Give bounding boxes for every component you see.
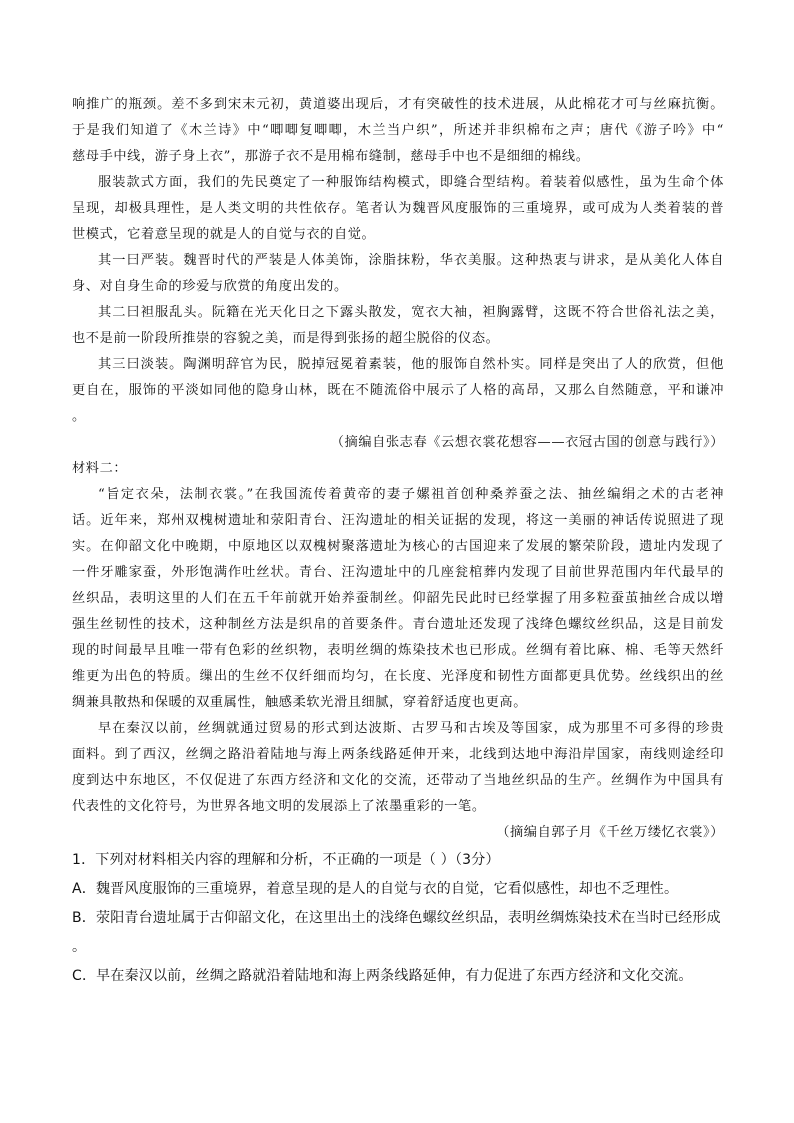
paragraph-silk-road <box>72 716 724 820</box>
text-line: 响推广的瓶颈。差不多到宋末元初，黄道婆出现后，才有突破性的技术进展，从此棉花才可与丝麻抗衡。 <box>72 97 724 112</box>
text-line: 身、对自身生命的珍爱与欣赏的角度出发的。 <box>72 279 348 294</box>
option-b: B．荥阳青台遗址属于古仰韶文化，在这里出土的浅绛色螺纹丝织品，表明丝绸炼染技术在当时已经形成 <box>72 910 721 926</box>
text-line: 服装款式方面，我们的先民奠定了一种服饰结构模式，即缝合型结构。着装着似感性，虽为生命个体 <box>98 175 724 190</box>
text-line: “旨定衣朵，法制衣裳。”在我国流传着黄帝的妻子嫘祖首创种桑养蚕之法、抽丝编绢之术的古老神 <box>98 487 724 502</box>
text-line: 面料。到了西汉，丝绸之路沿着陆地与海上两条线路延伸开来，北线到达地中海沿岸国家，南线则途经印 <box>72 747 724 762</box>
material-heading: 材料二： <box>72 461 128 476</box>
paragraph-silk-origin <box>72 482 724 716</box>
document-page <box>72 92 724 991</box>
option-a: A．魏晋风度服饰的三重境界，着意呈现的是人的自觉与衣的自觉，它看似感性，却也不乏理性。 <box>72 881 679 897</box>
text-line: 慈母手中线，游子身上衣”，那游子衣不是用棉布缝制，慈母手中也不是细细的棉线。 <box>72 149 590 164</box>
paragraph-cotton <box>72 92 724 170</box>
text-line: 呈现，却极具理性，是人类文明的共性依存。笔者认为魏晋风度服饰的三重境界，或可成为人类着装的普 <box>72 201 724 216</box>
text-line: 一件牙雕家蚕，外形饱满作吐丝状。青台、汪沟遗址中的几座瓮棺葬内发现了目前世界范围内年代最早的 <box>72 565 724 580</box>
paragraph-yanzhuang <box>72 248 724 300</box>
text-line: 绸兼具散热和保暖的双重属性，触感柔软光滑且细腻，穿着舒适度也更高。 <box>72 695 527 710</box>
text-line: 于是我们知道了《木兰诗》中“唧唧复唧唧，木兰当户织”，所述并非织棉布之声；唐代《游子吟》中“ <box>72 123 724 138</box>
text-line: 话。近年来，郑州双槐树遗址和荥阳青台、汪沟遗址的相关证据的发现，将这一美丽的神话传说照进了现 <box>72 513 724 528</box>
text-line: 。 <box>72 409 86 424</box>
text-line: 更自在，服饰的平淡如同他的隐身山林，既在不随流俗中展示了人格的高昂，又那么自然随意，平和谦冲 <box>72 383 724 398</box>
text-line: 实。在仰韶文化中晚期，中原地区以双槐树聚落遗址为核心的古国迎来了发展的繁荣阶段，遗址内发现了 <box>72 539 724 554</box>
text-line: 也不是前一阶段所推崇的容貌之美，而是得到张扬的超尘脱俗的仪态。 <box>72 331 500 346</box>
text-line: 度到达中东地区，不仅促进了东西方经济和文化的交流，还带动了当地丝织品的生产。丝绸作为中国具有 <box>72 773 724 788</box>
text-line: 其二曰袒服乱头。阮籍在光天化日之下露头散发，宽衣大袖，袒胸露臂，这既不符合世俗礼法之美， <box>98 305 724 320</box>
paragraph-tanfu <box>72 300 724 352</box>
text-line: 代表性的文化符号，为世界各地文明的发展添上了浓墨重彩的一笔。 <box>72 799 486 814</box>
text-line: 丝织品，表明这里的人们在五千年前就开始养蚕制丝。仰韶先民此时已经掌握了用多粒蚕茧抽丝合成以增 <box>72 591 724 606</box>
text-line: 其一曰严装。魏晋时代的严装是人体美饰，涂脂抹粉，华衣美服。这种热衷与讲求，是从美化人体自 <box>98 253 724 268</box>
text-line: 现的时间最早且唯一带有色彩的丝织物，表明丝绸的炼染技术也已形成。丝绸有着比麻、棉、毛等天然纤 <box>72 643 724 658</box>
question-stem: 1．下列对材料相关内容的理解和分析，不正确的一项是（ ）（3分） <box>72 852 500 868</box>
text-line: 世模式，它着意呈现的就是人的自觉与衣的自觉。 <box>72 227 376 242</box>
text-line: 维更为出色的特质。缫出的生丝不仅纤细而均匀，在长度、光泽度和韧性方面都更具优势。丝线织出的丝 <box>72 669 724 684</box>
text-line: 早在秦汉以前，丝绸就通过贸易的形式到达波斯、古罗马和古埃及等国家，成为那里不可多得的珍贵 <box>98 721 724 736</box>
option-b-continuation: 。 <box>72 939 87 955</box>
option-c: C．早在秦汉以前，丝绸之路就沿着陆地和海上两条线路延伸，有力促进了东西方经济和文化交流。 <box>72 968 693 984</box>
text-line: 强生丝韧性的技术，这种制丝方法是织帛的首要条件。青台遗址还发现了浅绛色螺纹丝织品，这是目前发 <box>72 617 724 632</box>
paragraph-danzhuang <box>72 352 724 430</box>
source-citation-1: （摘编自张志春《云想衣裳花想容——衣冠古国的创意与践行》） <box>330 435 724 450</box>
source-citation-2: （摘编自郭子月《千丝万缕忆衣裳》） <box>496 825 724 840</box>
text-line: 其三曰淡装。陶渊明辞官为民，脱掉冠冕着素装，他的服饰自然朴实。同样是突出了人的欣赏，但他 <box>98 357 724 372</box>
paragraph-clothing-style <box>72 170 724 248</box>
